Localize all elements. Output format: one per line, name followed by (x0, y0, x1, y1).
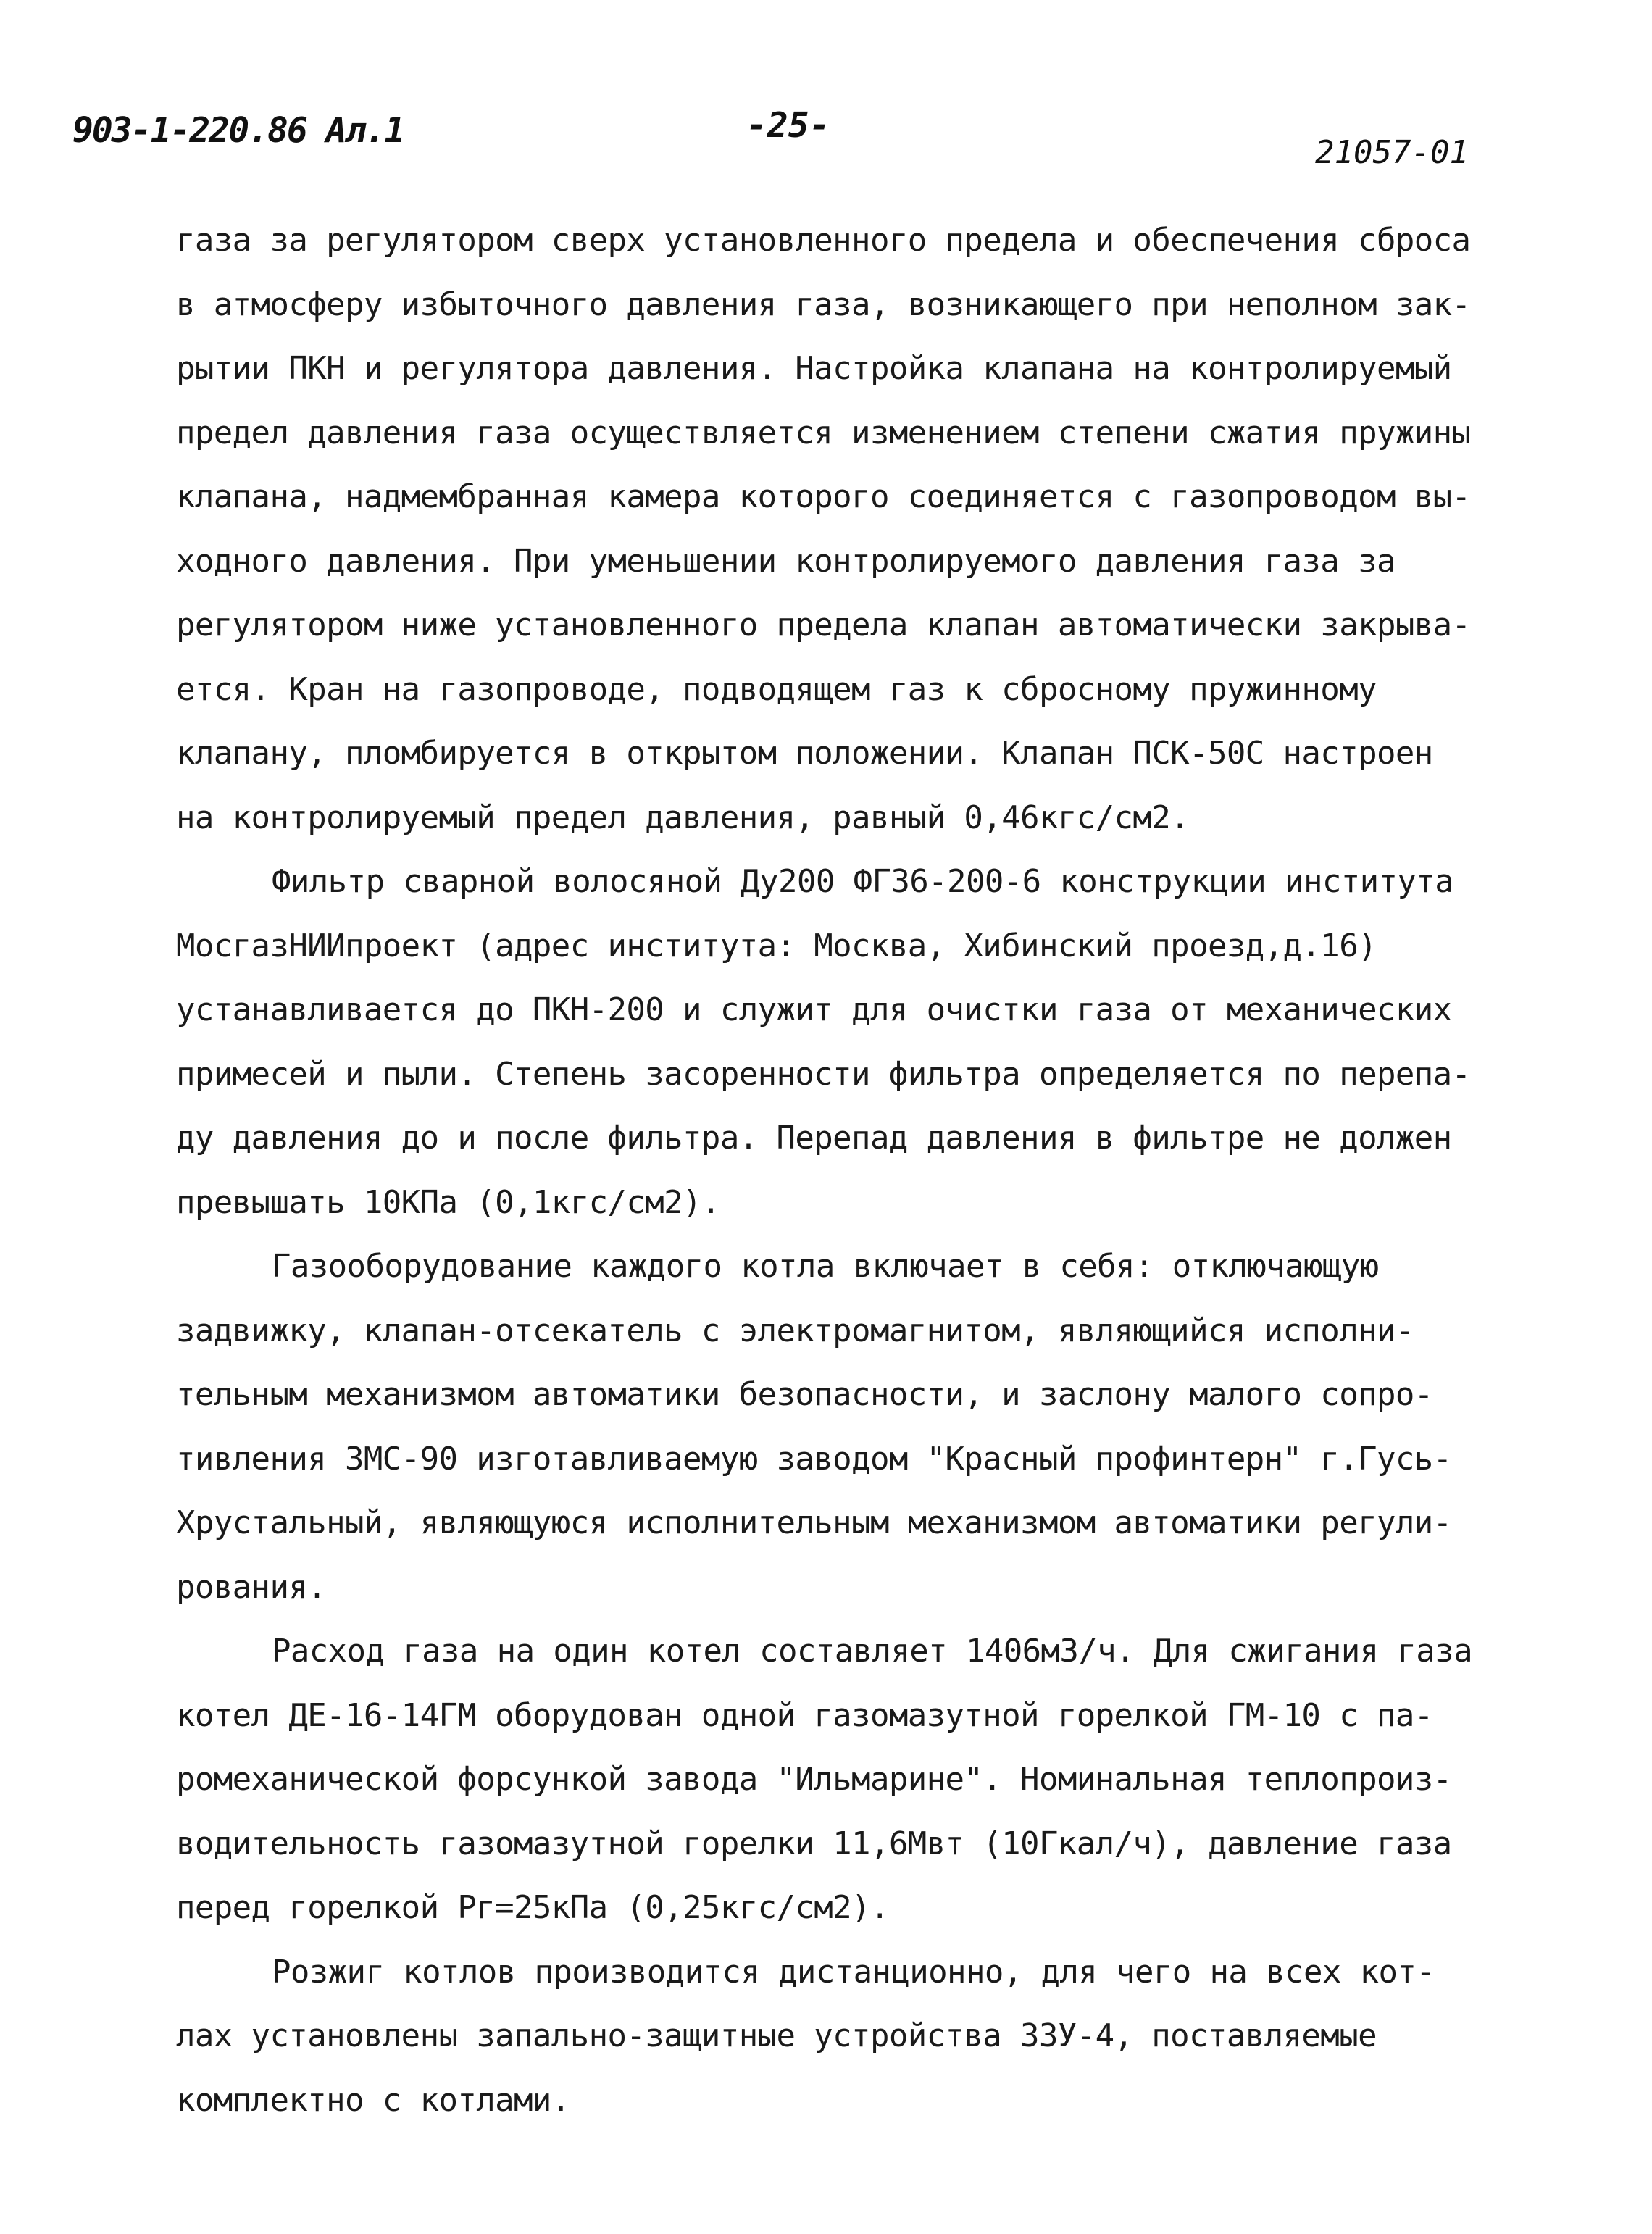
paragraph-start-line: Розжиг котлов производится дистанционно, для чего на всех кот- (272, 1953, 1435, 1991)
text-line: тельным механизмом автоматики безопасности, и заслону малого сопро- (176, 1376, 1433, 1413)
text-line: ходного давления. При уменьшении контролируемого давления газа за (176, 542, 1396, 580)
text-line: водительность газомазутной горелки 11,6Мвт (10Гкал/ч), давление газа (176, 1825, 1452, 1862)
text-line: примесей и пыли. Степень засоренности фильтра определяется по перепа- (176, 1055, 1471, 1093)
text-line: устанавливается до ПКН-200 и служит для очистки газа от механических (176, 991, 1452, 1028)
text-line: тивления ЗМС-90 изготавливаемую заводом "Красный профинтерн" г.Гусь- (176, 1440, 1452, 1477)
text-line: ду давления до и после фильтра. Перепад давления в фильтре не должен (176, 1120, 1452, 1156)
text-line: регулятором ниже установленного предела клапан автоматически закрыва- (176, 607, 1471, 643)
text-line: рования. (176, 1568, 327, 1606)
text-line: перед горелкой Рг=25кПа (0,25кгс/см2). (176, 1889, 889, 1926)
text-line: предел давления газа осуществляется изменением степени сжатия пружины (176, 414, 1471, 451)
text-line: в атмосферу избыточного давления газа, возникающего при неполном зак- (176, 285, 1471, 323)
paragraph-start-line: Газооборудование каждого котла включает в себя: отключающую (272, 1248, 1379, 1285)
text-line: клапана, надмембранная камера которого соединяется с газопроводом вы- (176, 478, 1471, 515)
text-line: превышать 10КПа (0,1кгс/см2). (176, 1183, 720, 1221)
text-line: ромеханической форсункой завода "Ильмарине". Номинальная теплопроиз- (176, 1761, 1452, 1798)
text-line: котел ДЕ-16-14ГМ оборудован одной газомазутной горелкой ГМ-10 с па- (176, 1696, 1433, 1734)
text-line: Хрустальный, являющуюся исполнительным механизмом автоматики регули- (176, 1504, 1452, 1541)
text-line: на контролируемый предел давления, равный 0,46кгс/см2. (176, 799, 1190, 836)
text-line: МосгазНИИпроект (адрес института: Москва, Хибинский проезд,д.16) (176, 927, 1377, 964)
page-number: -25- (746, 105, 830, 146)
paragraph-start-line: Фильтр сварной волосяной Ду200 ФГ36-200-6 конструкции института (272, 863, 1454, 900)
text-line: комплектно с котлами. (176, 2081, 570, 2119)
inventory-number: 21057-01 (1315, 134, 1469, 171)
text-line: лах установлены запально-защитные устройства ЗЗУ-4, поставляемые (176, 2017, 1377, 2054)
text-line: клапану, пломбируется в открытом положении. Клапан ПСК-50С настроен (176, 735, 1433, 772)
text-line: газа за регулятором сверх установленного предела и обеспечения сброса (176, 222, 1471, 259)
text-line: задвижку, клапан-отсекатель с электромагнитом, являющийся исполни- (176, 1312, 1414, 1349)
body-text (176, 209, 1538, 2133)
paragraph-start-line: Расход газа на один котел составляет 1406м3/ч. Для сжигания газа (272, 1633, 1472, 1670)
document-code: 903-1-220.86 Ал.1 (72, 110, 404, 151)
text-line: ется. Кран на газопроводе, подводящем газ к сбросному пружинному (176, 670, 1377, 708)
text-line: рытии ПКН и регулятора давления. Настройка клапана на контролируемый (176, 350, 1452, 387)
